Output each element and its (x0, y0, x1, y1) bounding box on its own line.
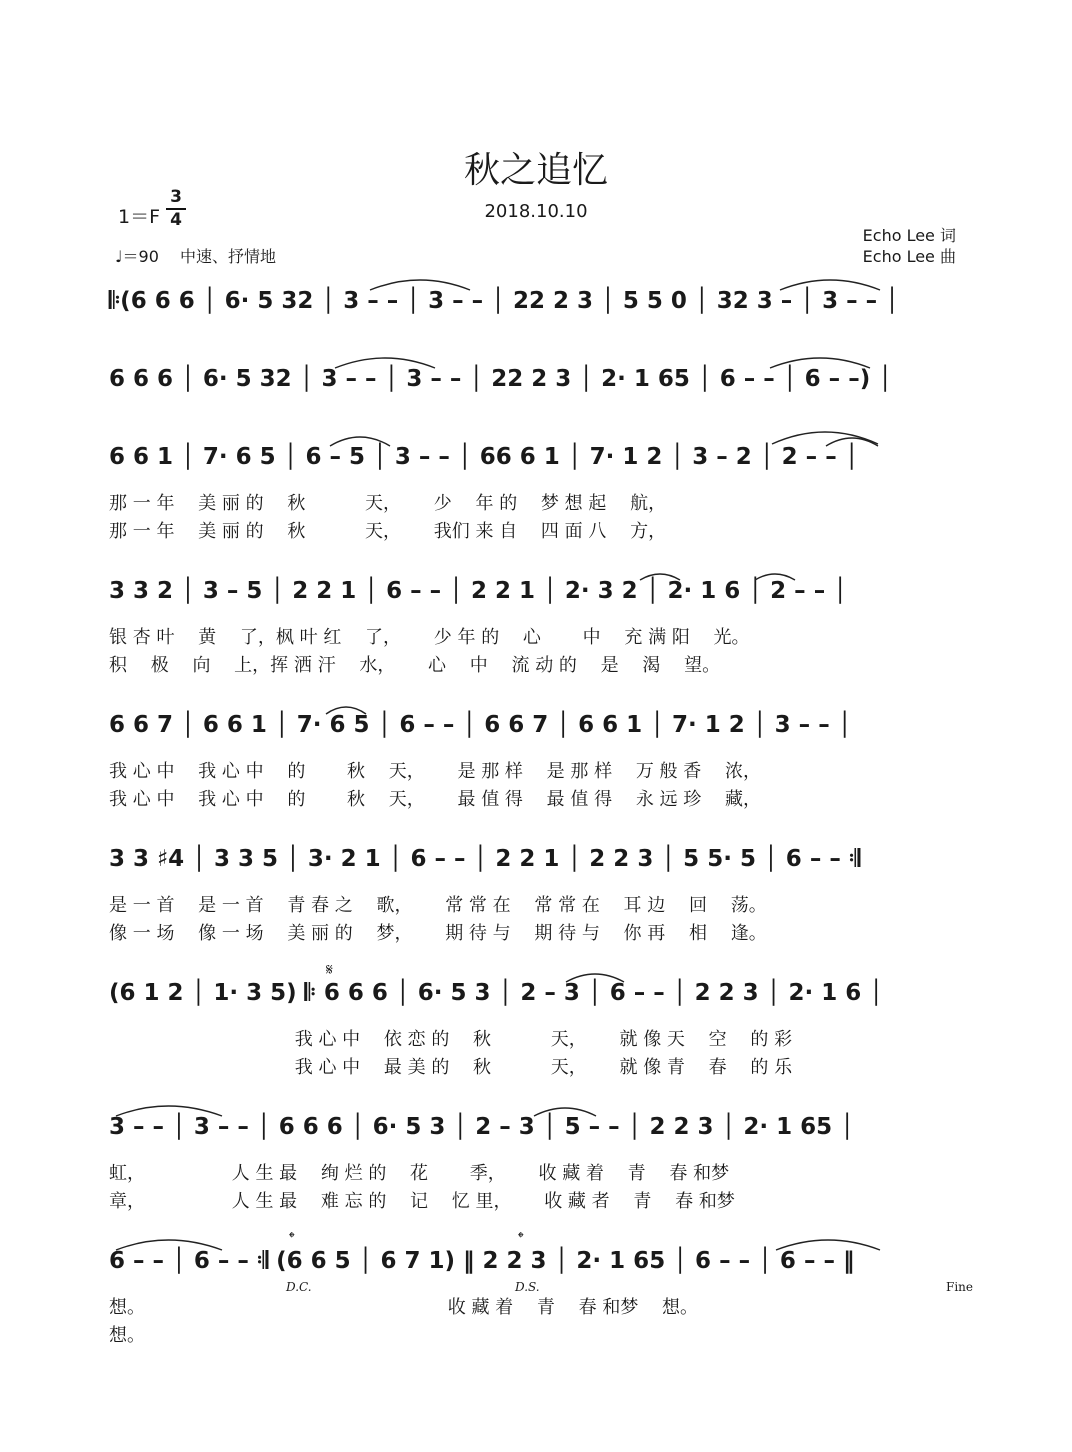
notation-line: 6 6 1 │ 7· 6 5 │ 6 – 5 │ 3 – – │ 66 6 1 │ 7· 1 2 │ 3 – 2 │ 2 – – │ (109, 444, 859, 470)
lyric-verse-2: 想。 (109, 1325, 145, 1346)
notation-line: 6 – – │ 6 – – 𝄇 (6 6 5 │ 6 7 1) ‖ 2 2 3 │ 2· 1 65 │ 6 – – │ 6 – – ‖ (109, 1248, 855, 1274)
tie-arc (770, 358, 870, 368)
slur-arc (534, 1108, 596, 1116)
notation-line: 6 6 6 │ 6· 5 32 │ 3 – – │ 3 – – │ 22 2 3 │ 2· 1 65 │ 6 – – │ 6 – –) │ (109, 366, 893, 392)
lyric-verse-2: 我 心 中 最 美 的 秋 天， 就 像 青 春 的 乐 (109, 1057, 793, 1078)
slur-arc (640, 574, 680, 580)
segno-sign: 𝄋 (326, 960, 333, 979)
composer-credit: Echo Lee 曲 (862, 247, 956, 266)
ds-mark: D.S. (515, 1280, 540, 1294)
notation-line: 𝄆(6 6 6 │ 6· 5 32 │ 3 – – │ 3 – – │ 22 2 3 │ 5 5 0 │ 32 3 – │ 3 – – │ (109, 288, 899, 314)
notation-line: 3 3 ♯4 │ 3 3 5 │ 3· 2 1 │ 6 – – │ 2 2 1 │ 2 2 3 │ 5 5· 5 │ 6 – – 𝄇 (109, 846, 861, 872)
key-signature: 1＝F (118, 206, 161, 228)
lyric-verse-1: 虹， 人 生 最 绚 烂 的 花 季， 收 藏 着 青 春 和梦 (109, 1163, 730, 1184)
slur-arc (326, 707, 366, 714)
coda-sign: 𝄌 (518, 1228, 524, 1247)
lyric-verse-1: 我 心 中 我 心 中 的 秋 天， 是 那 样 是 那 样 万 般 香 浓， (109, 761, 761, 782)
lyric-verse-1: 我 心 中 依 恋 的 秋 天， 就 像 天 空 的 彩 (109, 1029, 793, 1050)
time-signature-bottom: 4 (170, 210, 182, 230)
dc-mark: D.C. (286, 1280, 312, 1294)
tie-arc (370, 280, 470, 290)
lyric-verse-1: 是 一 首 是 一 首 青 春 之 歌， 常 常 在 常 常 在 耳 边 回 荡。 (109, 895, 767, 916)
lyric-verse-1: 银 杏 叶 黄 了，枫 叶 红 了， 少 年 的 心 中 充 满 阳 光。 (109, 627, 750, 648)
tie-arc (780, 280, 880, 290)
time-signature-top: 3 (170, 187, 182, 207)
lyric-verse-2: 积 极 向 上，挥 洒 汗 水， 心 中 流 动 的 是 渴 望。 (109, 655, 721, 676)
coda-sign: 𝄌 (289, 1228, 295, 1247)
lyric-verse-1: 想。 收 藏 着 青 春 和梦 想。 (109, 1297, 699, 1318)
tempo-marking: ♩＝90 中速、抒情地 (115, 247, 276, 266)
tie-arc (335, 358, 435, 368)
slur-arc (826, 438, 878, 446)
notation-line: 6 6 7 │ 6 6 1 │ 7· 6 5 │ 6 – – │ 6 6 7 │ 6 6 1 │ 7· 1 2 │ 3 – – │ (109, 712, 852, 738)
notation-line: (6 1 2 │ 1· 3 5) 𝄆 6 6 6 │ 6· 5 3 │ 2 – 3 │ 6 – – │ 2 2 3 │ 2· 1 6 │ (109, 980, 884, 1006)
lyric-verse-2: 章， 人 生 最 难 忘 的 记 忆 里， 收 藏 者 青 春 和梦 (109, 1191, 735, 1212)
lyric-verse-2: 那 一 年 美 丽 的 秋 天， 我们 来 自 四 面 八 方， (109, 521, 667, 542)
slur-arc (330, 437, 390, 446)
tie-arc (116, 1240, 222, 1250)
lyric-verse-2: 我 心 中 我 心 中 的 秋 天， 最 值 得 最 值 得 永 远 珍 藏， (109, 789, 761, 810)
slur-arc (566, 974, 624, 982)
slur-arc (772, 432, 878, 444)
notation-line: 3 – – │ 3 – – │ 6 6 6 │ 6· 5 3 │ 2 – 3 │ 5 – – │ 2 2 3 │ 2· 1 65 │ (109, 1114, 855, 1140)
slur-arc (755, 574, 795, 580)
lyric-verse-2: 像 一 场 像 一 场 美 丽 的 梦， 期 待 与 期 待 与 你 再 相 逢。 (109, 923, 767, 944)
tie-arc (776, 1240, 880, 1250)
song-date: 2018.10.10 (484, 201, 588, 222)
song-title: 秋之追忆 (463, 150, 608, 191)
tie-arc (116, 1106, 222, 1116)
notation-line: 3 3 2 │ 3 – 5 │ 2 2 1 │ 6 – – │ 2 2 1 │ 2· 3 2 │ 2· 1 6 │ 2 – – │ (109, 578, 848, 604)
fine-mark: Fine (946, 1280, 973, 1294)
lyricist-credit: Echo Lee 词 (862, 226, 956, 245)
lyric-verse-1: 那 一 年 美 丽 的 秋 天， 少 年 的 梦 想 起 航， (109, 493, 667, 514)
